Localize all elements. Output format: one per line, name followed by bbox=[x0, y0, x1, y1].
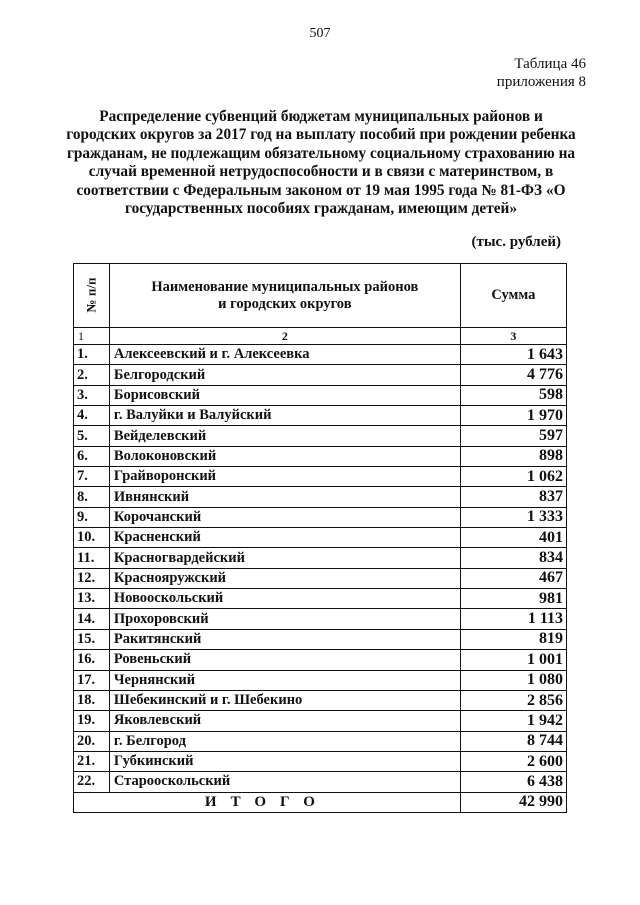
row-number: 13. bbox=[74, 589, 110, 609]
row-number: 9. bbox=[74, 507, 110, 527]
row-name: Шебекинский и г. Шебекино bbox=[109, 690, 460, 710]
table-row bbox=[74, 507, 567, 527]
column-number-1: 1 bbox=[74, 328, 110, 345]
header-name: Наименование муниципальных районов и городских округов bbox=[109, 264, 460, 328]
row-sum: 1 113 bbox=[460, 609, 566, 629]
table-row bbox=[74, 467, 567, 487]
total-sum: 42 990 bbox=[460, 792, 566, 812]
table-row bbox=[74, 711, 567, 731]
row-name: Волоконовский bbox=[109, 446, 460, 466]
row-number: 21. bbox=[74, 751, 110, 771]
row-name: Грайворонский bbox=[109, 467, 460, 487]
column-number-3: 3 bbox=[460, 328, 566, 345]
table-reference bbox=[497, 55, 586, 91]
row-number: 2. bbox=[74, 365, 110, 385]
row-sum: 819 bbox=[460, 629, 566, 649]
row-sum: 1 001 bbox=[460, 650, 566, 670]
row-number: 5. bbox=[74, 426, 110, 446]
row-sum: 1 942 bbox=[460, 711, 566, 731]
table-header-row bbox=[74, 264, 567, 328]
row-sum: 1 062 bbox=[460, 467, 566, 487]
table-row bbox=[74, 548, 567, 568]
distribution-table bbox=[73, 263, 567, 813]
page-number: 507 bbox=[309, 26, 331, 41]
row-name: Старооскольский bbox=[109, 772, 460, 792]
column-number-2: 2 bbox=[109, 328, 460, 345]
row-number: 20. bbox=[74, 731, 110, 751]
header-number: № п/п bbox=[74, 264, 110, 328]
row-name: Ровеньский bbox=[109, 650, 460, 670]
row-name: Ракитянский bbox=[109, 629, 460, 649]
row-number: 10. bbox=[74, 528, 110, 548]
row-sum: 834 bbox=[460, 548, 566, 568]
row-number: 11. bbox=[74, 548, 110, 568]
header-sum: Сумма bbox=[460, 264, 566, 328]
row-number: 3. bbox=[74, 385, 110, 405]
row-sum: 1 970 bbox=[460, 406, 566, 426]
document-title: Распределение субвенций бюджетам муниципальных районов и городских округов за 2017 год на выплату пособий при рождении ребенка гражданам, не подлежащим обязательному социальному страхованию на случай временной нетрудоспособности и в связи с материнством, в соответствии с Федеральным законом от 19 мая 1995 года № 81-ФЗ «О государственных пособиях гражданам, имеющим детей» bbox=[66, 108, 576, 218]
table-reference-line2: приложения 8 bbox=[496, 74, 586, 90]
row-sum: 8 744 bbox=[460, 731, 566, 751]
row-name: Ивнянский bbox=[109, 487, 460, 507]
row-sum: 597 bbox=[460, 426, 566, 446]
row-sum: 401 bbox=[460, 528, 566, 548]
row-sum: 467 bbox=[460, 568, 566, 588]
table-row bbox=[74, 385, 567, 405]
row-number: 22. bbox=[74, 772, 110, 792]
row-name: Корочанский bbox=[109, 507, 460, 527]
row-number: 14. bbox=[74, 609, 110, 629]
row-name: Вейделевский bbox=[109, 426, 460, 446]
table-row bbox=[74, 772, 567, 792]
row-sum: 1 080 bbox=[460, 670, 566, 690]
total-row bbox=[74, 792, 567, 812]
row-sum: 1 333 bbox=[460, 507, 566, 527]
table-row bbox=[74, 690, 567, 710]
row-sum: 898 bbox=[460, 446, 566, 466]
row-sum: 6 438 bbox=[460, 772, 566, 792]
row-number: 8. bbox=[74, 487, 110, 507]
table-row bbox=[74, 406, 567, 426]
total-label: ИТОГО bbox=[74, 792, 461, 812]
table-row bbox=[74, 650, 567, 670]
row-number: 18. bbox=[74, 690, 110, 710]
row-number: 4. bbox=[74, 406, 110, 426]
table-body bbox=[74, 345, 567, 793]
table-row bbox=[74, 589, 567, 609]
row-number: 6. bbox=[74, 446, 110, 466]
table-row bbox=[74, 487, 567, 507]
row-name: г. Валуйки и Валуйский bbox=[109, 406, 460, 426]
table-row bbox=[74, 751, 567, 771]
table-row bbox=[74, 670, 567, 690]
row-number: 15. bbox=[74, 629, 110, 649]
row-name: Красногвардейский bbox=[109, 548, 460, 568]
table-row bbox=[74, 629, 567, 649]
row-name: г. Белгород bbox=[109, 731, 460, 751]
row-name: Белгородский bbox=[109, 365, 460, 385]
row-sum: 2 856 bbox=[460, 690, 566, 710]
row-sum: 1 643 bbox=[460, 345, 566, 365]
row-number: 19. bbox=[74, 711, 110, 731]
row-name: Яковлевский bbox=[109, 711, 460, 731]
table-row bbox=[74, 365, 567, 385]
column-numbers-row bbox=[74, 328, 567, 345]
row-name: Алексеевский и г. Алексеевка bbox=[109, 345, 460, 365]
row-sum: 2 600 bbox=[460, 751, 566, 771]
row-number: 12. bbox=[74, 568, 110, 588]
row-sum: 4 776 bbox=[460, 365, 566, 385]
row-name: Чернянский bbox=[109, 670, 460, 690]
row-name: Красненский bbox=[109, 528, 460, 548]
table-row bbox=[74, 731, 567, 751]
row-number: 17. bbox=[74, 670, 110, 690]
row-number: 1. bbox=[74, 345, 110, 365]
row-name: Прохоровский bbox=[109, 609, 460, 629]
table-row bbox=[74, 609, 567, 629]
row-name: Краснояружский bbox=[109, 568, 460, 588]
row-name: Губкинский bbox=[109, 751, 460, 771]
table-reference-line1: Таблица 46 bbox=[514, 56, 586, 72]
row-number: 7. bbox=[74, 467, 110, 487]
row-name: Борисовский bbox=[109, 385, 460, 405]
units-label: (тыс. рублей) bbox=[471, 234, 561, 250]
row-sum: 598 bbox=[460, 385, 566, 405]
table-row bbox=[74, 446, 567, 466]
table-row bbox=[74, 426, 567, 446]
row-name: Новооскольский bbox=[109, 589, 460, 609]
table-row bbox=[74, 528, 567, 548]
row-number: 16. bbox=[74, 650, 110, 670]
table-row bbox=[74, 345, 567, 365]
row-sum: 981 bbox=[460, 589, 566, 609]
row-sum: 837 bbox=[460, 487, 566, 507]
table-row bbox=[74, 568, 567, 588]
